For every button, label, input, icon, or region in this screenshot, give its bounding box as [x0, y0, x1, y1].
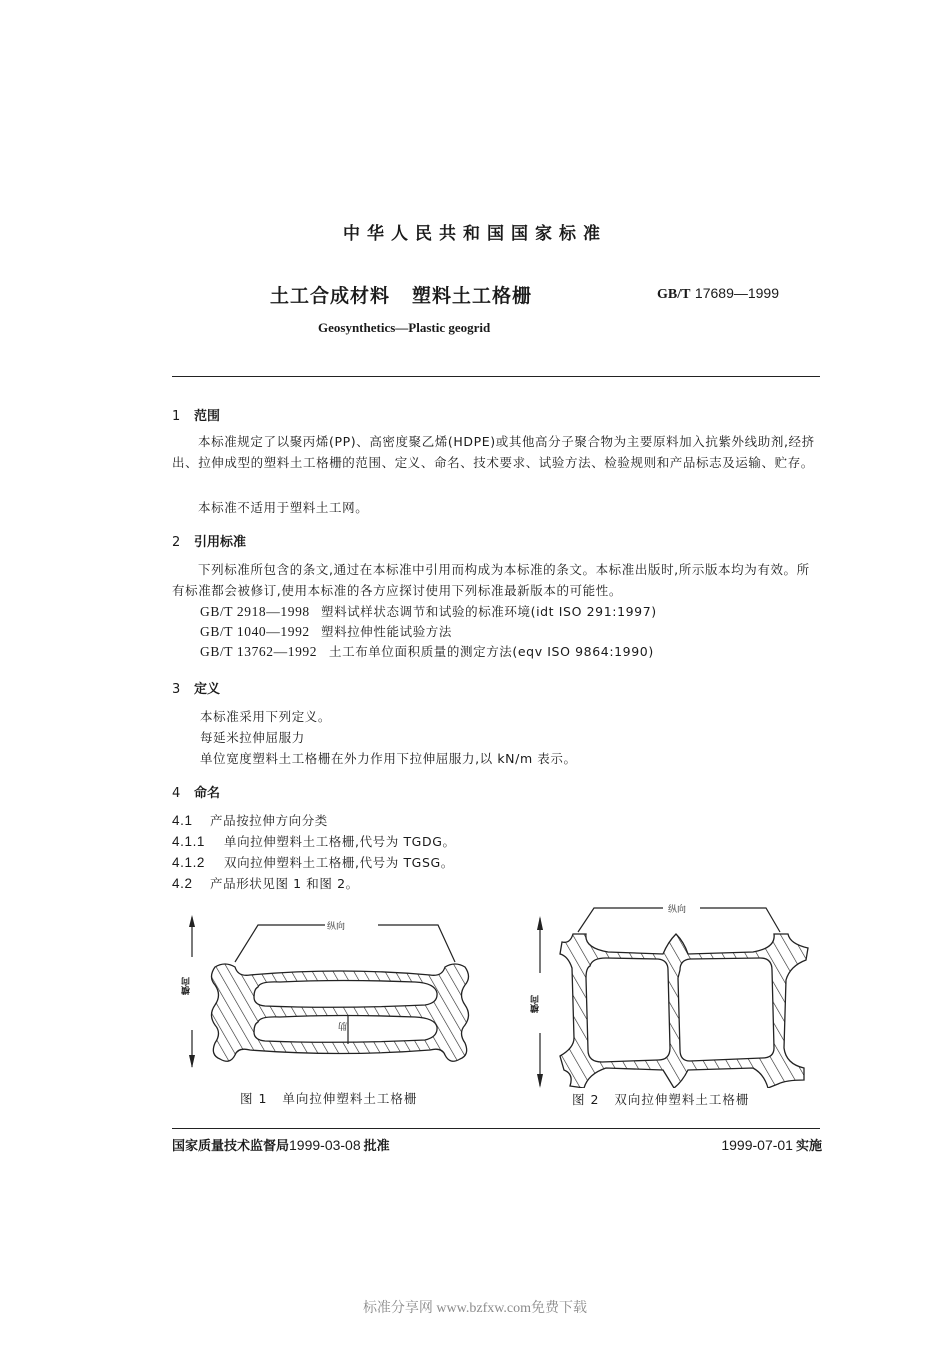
clause-4-1-1 [172, 831, 456, 852]
reference-title: 土工布单位面积质量的测定方法(eqv ISO 9864:1990) [329, 644, 654, 659]
figure-1-caption [240, 1089, 417, 1107]
clause-4-2 [172, 873, 359, 894]
section-2-heading [172, 531, 246, 550]
effective-info [721, 1135, 822, 1154]
section-2-intro: 下列标准所包含的条文,通过在本标准中引用而构成为本标准的条文。本标准出版时,所示版本均为有效。所有标准都会被修订,使用本标准的各方应探讨使用下列标准最新版本的可能性。 [172, 562, 810, 598]
section-title: 命名 [194, 786, 221, 801]
biaxial-geogrid-diagram [528, 898, 823, 1088]
clause-text: 产品形状见图 1 和图 2。 [210, 876, 359, 891]
effective-date: 1999-07-01 [721, 1137, 793, 1153]
clause-number: 4.1.1 [172, 834, 206, 849]
transverse-label: 横向 [182, 977, 192, 995]
definition-intro: 本标准采用下列定义。 [200, 709, 332, 724]
approval-info [172, 1135, 390, 1154]
standard-code: 17689—1999 [694, 285, 779, 301]
section-number: 2 [172, 535, 181, 550]
section-4-heading [172, 782, 220, 801]
effective-label: 实施 [795, 1139, 822, 1154]
reference-title: 塑料试样状态调节和试验的标准环境(idt ISO 291:1997) [321, 604, 657, 619]
watermark: 标准分享网 www.bzfxw.com免费下载 [362, 1301, 588, 1316]
header-divider [172, 376, 820, 377]
issuer: 国家质量技术监督局 [172, 1139, 290, 1154]
section-title: 引用标准 [194, 535, 247, 550]
transverse-label: 横向 [531, 995, 541, 1013]
clause-number: 4.1.2 [172, 855, 206, 870]
longitudinal-label: 纵向 [325, 919, 347, 932]
section-number: 4 [172, 786, 181, 801]
figure-1-uniaxial-geogrid [180, 905, 490, 1075]
title-part-2: 塑料土工格栅 [412, 285, 533, 307]
section-title: 范围 [194, 409, 221, 424]
national-standard-heading: 中华人民共和国国家标准 [343, 224, 607, 244]
section-number: 3 [172, 682, 181, 697]
figure-2-caption [572, 1090, 749, 1108]
section-1-paragraph-1: 本标准规定了以聚丙烯(PP)、高密度聚乙烯(HDPE)或其他高分子聚合物为主要原料加入抗紫外线助剂,经挤出、拉伸成型的塑料土工格栅的范围、定义、命名、技术要求、试验方法、检验规则和产品标志及运输、贮存。 [172, 434, 815, 470]
clause-number: 4.1 [172, 813, 193, 828]
approval-date: 1999-03-08 [289, 1137, 361, 1153]
standard-prefix: GB/T [657, 287, 691, 302]
reference-item: GB/T 13762—1992 土工布单位面积质量的测定方法(eqv ISO 9864:1990) [200, 644, 654, 659]
section-3-heading [172, 678, 220, 697]
english-title: Geosynthetics—Plastic geogrid [318, 320, 491, 335]
reference-list [200, 601, 820, 661]
figure-number: 图 1 [240, 1091, 268, 1106]
document-title [270, 281, 532, 308]
clause-number: 4.2 [172, 876, 193, 891]
approval-label: 批准 [363, 1139, 390, 1154]
clause-text: 单向拉伸塑料土工格栅,代号为 TGDG。 [224, 834, 456, 849]
section-title: 定义 [194, 682, 221, 697]
footer-divider [172, 1128, 820, 1129]
standard-number [657, 285, 779, 303]
section-number: 1 [172, 409, 181, 424]
rib-label: 肋 [339, 1022, 349, 1031]
reference-item: GB/T 1040—1992 塑料拉伸性能试验方法 [200, 624, 453, 639]
reference-title: 塑料拉伸性能试验方法 [321, 624, 453, 639]
longitudinal-label: 纵向 [666, 902, 688, 915]
figure-title: 单向拉伸塑料土工格栅 [282, 1091, 418, 1106]
clause-text: 产品按拉伸方向分类 [210, 813, 328, 828]
figure-2-biaxial-geogrid [528, 898, 823, 1088]
clause-4-1-2 [172, 852, 454, 873]
reference-item: GB/T 2918—1998 塑料试样状态调节和试验的标准环境(idt ISO 291:1997) [200, 604, 657, 619]
clause-text: 双向拉伸塑料土工格栅,代号为 TGSG。 [224, 855, 454, 870]
section-1-paragraph-2: 本标准不适用于塑料土工网。 [198, 500, 369, 515]
definition-term: 每延米拉伸屈服力 [200, 730, 305, 745]
figure-number: 图 2 [572, 1092, 600, 1107]
section-1-heading [172, 405, 220, 424]
definition-text: 单位宽度塑料土工格栅在外力作用下拉伸屈服力,以 kN/m 表示。 [200, 751, 577, 766]
title-part-1: 土工合成材料 [270, 285, 391, 307]
figure-title: 双向拉伸塑料土工格栅 [614, 1092, 750, 1107]
clause-4-1 [172, 810, 328, 831]
